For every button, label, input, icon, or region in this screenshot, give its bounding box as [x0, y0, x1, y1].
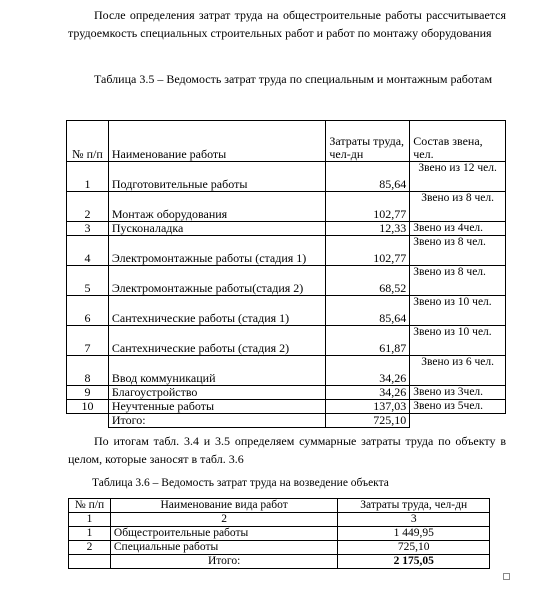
row-crew: Звено из 8 чел. [410, 192, 506, 222]
row-crew: Звено из 12 чел. [410, 162, 506, 192]
row-name: Неучтенные работы [108, 400, 326, 414]
row-labor: 68,52 [326, 266, 410, 296]
total-value: 725,10 [326, 414, 410, 428]
index-cell: 1 [69, 513, 111, 527]
row-crew: Звено из 5чел. [410, 400, 506, 414]
intro-paragraph: После определения затрат труда на общестроительные работы рассчитывается трудоемкость специальных строительных работ и работ по монтажу оборудования [68, 8, 506, 40]
row-crew: Звено из 10 чел. [410, 326, 506, 356]
row-crew: Звено из 4чел. [410, 222, 506, 236]
row-name: Сантехнические работы (стадия 1) [108, 296, 326, 326]
table-row [67, 356, 506, 386]
row-crew: Звено из 8 чел. [410, 236, 506, 266]
row-crew: Звено из 6 чел. [410, 356, 506, 386]
row-num: 2 [69, 541, 111, 555]
row-name: Общестроительные работы [110, 527, 338, 541]
row-labor: 85,64 [326, 162, 410, 192]
row-labor: 102,77 [326, 236, 410, 266]
row-num: 7 [67, 326, 109, 356]
header-labor: Затраты труда, чел-дн [338, 499, 490, 513]
row-labor: 34,26 [326, 386, 410, 400]
header-name: Наименование вида работ [110, 499, 338, 513]
total-value: 2 175,05 [338, 555, 490, 569]
row-name: Специальные работы [110, 541, 338, 555]
table-3-5-header [67, 121, 506, 162]
row-labor: 137,03 [326, 400, 410, 414]
row-crew: Звено из 10 чел. [410, 296, 506, 326]
table-3-5-caption: Таблица 3.5 – Ведомость затрат труда по специальным и монтажным работам [94, 72, 493, 86]
row-name: Сантехнические работы (стадия 2) [108, 326, 326, 356]
row-labor: 12,33 [326, 222, 410, 236]
row-labor: 1 449,95 [338, 527, 490, 541]
table-row [69, 527, 490, 541]
row-labor: 61,87 [326, 326, 410, 356]
table-index-row [69, 513, 490, 527]
table-total-row [69, 555, 490, 569]
row-num: 10 [67, 400, 109, 414]
row-num: 9 [67, 386, 109, 400]
table-row [67, 326, 506, 356]
row-num: 1 [67, 162, 109, 192]
table-row [67, 296, 506, 326]
table-row [67, 400, 506, 414]
row-name: Ввод коммуникаций [108, 356, 326, 386]
table-row [67, 162, 506, 192]
row-labor: 85,64 [326, 296, 410, 326]
total-label: Итого: [110, 555, 338, 569]
table-resize-handle[interactable] [503, 573, 510, 580]
row-labor: 102,77 [326, 192, 410, 222]
table-row [67, 236, 506, 266]
header-num: № п/п [69, 499, 111, 513]
row-num: 3 [67, 222, 109, 236]
table-row [69, 541, 490, 555]
table-row [67, 192, 506, 222]
row-name: Электромонтажные работы(стадия 2) [108, 266, 326, 296]
header-labor: Затраты труда, чел-дн [326, 121, 410, 162]
row-labor: 725,10 [338, 541, 490, 555]
header-name: Наименование работы [108, 121, 326, 162]
table-row [67, 386, 506, 400]
table-row [67, 266, 506, 296]
row-name: Пусконаладка [108, 222, 326, 236]
index-cell: 2 [110, 513, 338, 527]
index-cell: 3 [338, 513, 490, 527]
row-name: Электромонтажные работы (стадия 1) [108, 236, 326, 266]
row-num: 6 [67, 296, 109, 326]
row-name: Монтаж оборудования [108, 192, 326, 222]
row-name: Благоустройство [108, 386, 326, 400]
table-row [67, 222, 506, 236]
header-num: № п/п [67, 121, 109, 162]
row-num: 5 [67, 266, 109, 296]
row-num: 8 [67, 356, 109, 386]
row-name: Подготовительные работы [108, 162, 326, 192]
table-3-6-caption: Таблица 3.6 – Ведомость затрат труда на возведение объекта [92, 477, 389, 489]
row-num: 2 [67, 192, 109, 222]
row-num: 1 [69, 527, 111, 541]
total-label: Итого: [108, 414, 326, 428]
row-crew: Звено из 3чел. [410, 386, 506, 400]
table-total-row [67, 414, 506, 428]
row-crew: Звено из 8 чел. [410, 266, 506, 296]
table-3-5 [66, 120, 506, 428]
summary-paragraph: По итогам табл. 3.4 и 3.5 определяем суммарные затраты труда по объекту в целом, которые заносят в табл. 3.6 [68, 434, 506, 466]
table-3-6-header [69, 499, 490, 513]
header-crew: Состав звена, чел. [410, 121, 506, 162]
row-num: 4 [67, 236, 109, 266]
row-labor: 34,26 [326, 356, 410, 386]
table-3-6 [68, 498, 490, 569]
